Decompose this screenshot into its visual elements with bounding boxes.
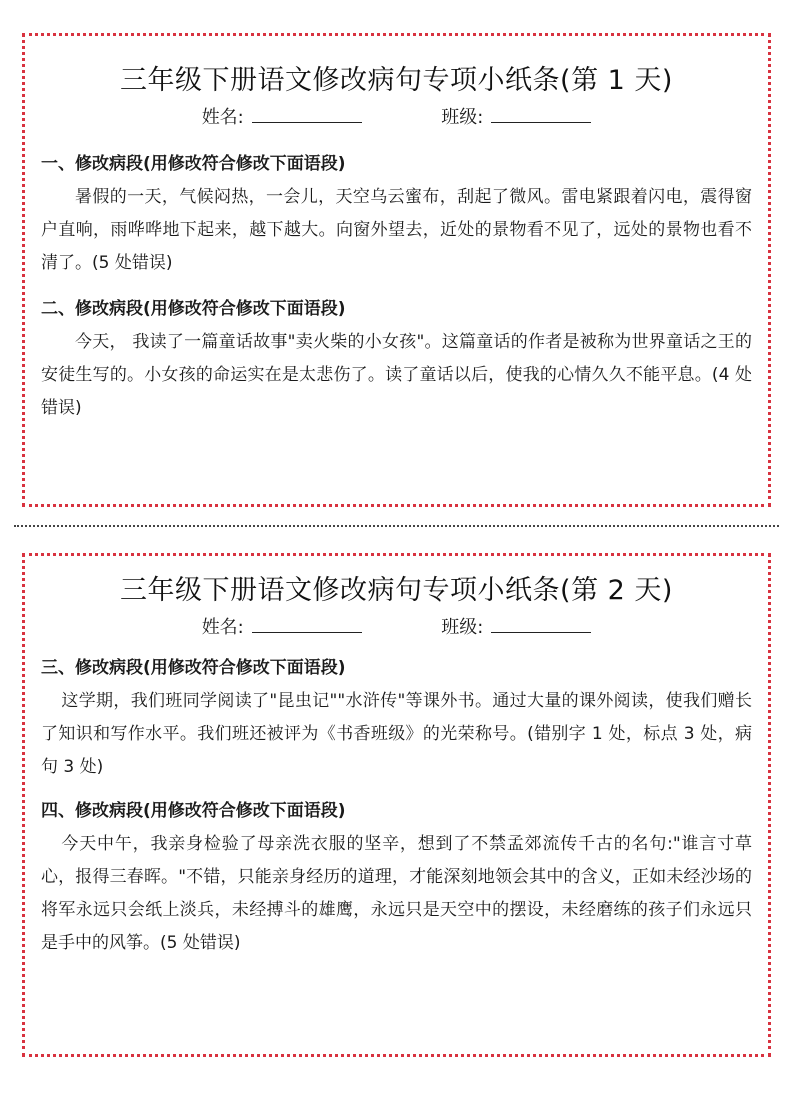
section-paragraph: 今天， 我读了一篇童话故事"卖火柴的小女孩"。这篇童话的作者是被称为世界童话之王的安徒生写的。小女孩的命运实在是太悲伤了。读了童话以后，使我的心情久久不能平息。(4 处错误) [41,332,752,418]
section-paragraph: 这学期，我们班同学阅读了"昆虫记""水浒传"等课外书。通过大量的课外阅读，使我们赠长了知识和写作水平。我们班还被评为《书香班级》的光荣称号。(错别字 1 处，标点 3 处，病句 3 处) [41,691,752,777]
section-paragraph: 暑假的一天，气候闷热，一会儿，天空乌云蜜布，刮起了微风。雷电紧跟着闪电，震得窗户直响，雨哗哗地下起来，越下越大。向窗外望去，近处的景物看不见了，远处的景物也看不清了。(5 处错误) [41,187,752,273]
section-heading: 三、修改病段(用修改符合修改下面语段) [41,658,346,678]
student-info-row [41,614,752,641]
worksheet-card-day-2 [22,553,771,1057]
section-heading: 二、修改病段(用修改符合修改下面语段) [41,299,346,319]
class-blank[interactable] [491,614,591,633]
class-label: 班级: [441,107,484,128]
section-heading: 一、修改病段(用修改符合修改下面语段) [41,154,346,174]
section-heading: 四、修改病段(用修改符合修改下面语段) [41,801,346,821]
cut-line-divider [14,525,779,527]
student-info-row [41,104,752,131]
class-label: 班级: [441,617,484,638]
name-blank[interactable] [252,614,362,633]
card-title: 三年级下册语文修改病句专项小纸条(第 2 天) [120,575,673,606]
class-blank[interactable] [491,104,591,123]
card-title: 三年级下册语文修改病句专项小纸条(第 1 天) [120,65,673,96]
worksheet-card-day-1 [22,33,771,507]
section-paragraph: 今天中午，我亲身检验了母亲洗衣服的坚辛，想到了不禁孟郊流传千古的名句:"谁言寸草心，报得三春晖。"不错，只能亲身经历的道理，才能深刻地领会其中的含义，正如未经沙场的将军永远只会纸上淡兵，未经搏斗的雄鹰，永远只是天空中的摆设，未经磨练的孩子们永远只是手中的风筝。(5 处错误) [41,834,752,953]
name-blank[interactable] [252,104,362,123]
name-label: 姓名: [201,617,244,638]
name-label: 姓名: [201,107,244,128]
